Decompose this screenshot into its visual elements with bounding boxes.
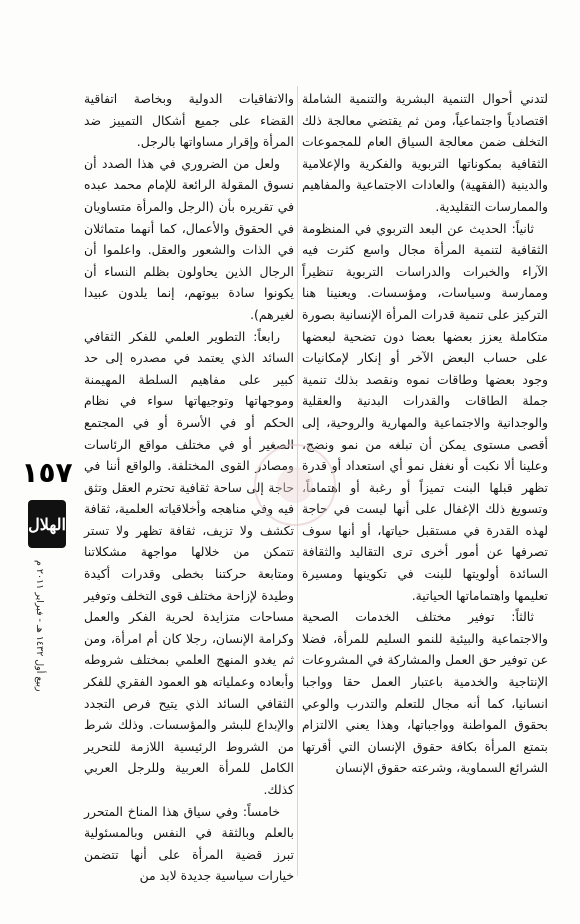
paragraph: لتدني أحوال التنمية البشرية والتنمية الشاملة اقتصادياً واجتماعياً، ومن ثم يقتضي معالجة ذلك التخلف ضمن معالجة السياق العام للمجموعات الثقافية بمكوناتها التربوية والفكرية والإعلامية والدينية (الفقهية) والعادات الاجتماعية والمفاهيم والممارسات التقليدية. <box>302 91 548 214</box>
text-column-right <box>302 88 548 779</box>
paragraph: والاتفاقيات الدولية وبخاصة اتفاقية القضاء على جميع أشكال التمييز ضد المرأة وإقرار مساواتها بالرجل. <box>84 91 294 150</box>
issue-date-caption: ربيع أول ١٤٣٢ هـ - فبراير ٢٠١١ م <box>34 560 45 692</box>
paragraph: ولعل من الضروري في هذا الصدد أن نسوق المقولة الرائعة للإمام محمد عبده في تقريره بأن (الرجل والمرأة متساويان في الحقوق والأعمال، كما أنهما متماثلان في الذات والشعور والعقل. واعلموا أن الرجال الذين يحاولون بظلم النساء أن يكونوا سادة بيوتهم، إنما يلدون عبيدا لغيرهم). <box>84 155 294 322</box>
page-number: ١٥٧ <box>21 456 73 489</box>
column-divider <box>297 86 298 876</box>
paragraph: خامساً: وفي سياق هذا المناخ المتحرر بالعلم وبالثقة في النفس وبالمسئولية تبرز قضية المرأة على أنها تتضمن خيارات سياسية جديدة لابد من <box>84 803 294 884</box>
magazine-logo: الهلال <box>28 500 66 548</box>
text-column-left <box>84 88 294 887</box>
paragraph: رابعاً: التطوير العلمي للفكر الثقافي السائد الذي يعتمد في مصدره إلى حد كبير على مفاهيم السلطة المهيمنة وموجهاتها وتوجيهاتها سواء في نظام الحكم أو في الأسرة أو في المجتمع الصغير أو في مختلف مواقع الرئاسات ومصادر القوى المختلفة. والواقع أننا في حاجة إلى ساحة ثقافية تحترم العقل وتثق فيه وفي مناهجه وأخلاقياته العلمية، ثقافة تكشف ولا تزيف، ثقافة تظهر ولا تستر تتمكن من خلالها مواجهة مشكلاتنا ومتابعة حركتنا بخطى وقدرات أكيدة وطيدة لإزاحة مختلف قوى التخلف وتوفير مساحات متزايدة لحرية الفكر والعمل وكرامة الإنسان، رجلا كان أم امرأة، ومن ثم يغدو المنهج العلمي بمختلف شروطه وأبعاده وعملياته هو العمود الفقري للفكر الثقافي السائد الذي يتيح فرص التجدد والإبداع للبشر والمؤسسات. وذلك شرط من الشروط الرئيسية اللازمة للتحرير الكامل للمرأة العربية وللرجل العربي كذلك. <box>84 328 294 797</box>
paragraph: ثانياً: الحديث عن البعد التربوي في المنظومة الثقافية لتنمية المرأة مجال واسع كثرت فيه الآراء والخبرات والدراسات التربوية تنظيراً وممارسة وسياسات، ومؤسسات. ويعنينا هنا التركيز على تنمية قدرات المرأة الإنسانية بصورة متكاملة يعزز بعضها بعضا دون تضحية لبعضها على حساب البعض الآخر أو إنكار لإمكانيات وجود بعضها وطاقات نموه ونقصد بذلك تنمية جملة الطاقات والقدرات البدنية والعقلية والوجدانية والاجتماعية والمهارية والروحية، إلى أقصى مستوى يمكن أن تبلغه من نمو ونضج، وعلينا ألا نكبت أو نغفل نمو أي استعداد أو قدرة تظهر قبلها البنت تميزاً أو رغبة أو اهتماماً، وتسويغ ذلك الإغفال على أنها ليست في حاجة لهذه القدرة في مستقبل حياتها، أو أنها سوف تصرفها عن أمور أخرى ترى التقاليد والثقافة السائدة أولويتها للبنت في تكوينها ومسيرة تعليمها واهتماماتها الحياتية. <box>302 220 548 603</box>
paragraph: ثالثاً: توفير مختلف الخدمات الصحية والاجتماعية والبيئية للنمو السليم للمرأة، فضلا عن توفير حق العمل والمشاركة في المشروعات الإنتاجية والخدمية باعتبار العمل حقا وواجبا انسانيا، كما أنه مجال للتعلم والتدرب والوعي بحقوق المواطنة وواجباتها، وهذا يعني الالتزام بتمتع المرأة بكافة حقوق الإنسان التي أقرتها الشرائع السماوية، وشرعته حقوق الإنسان <box>302 609 548 776</box>
